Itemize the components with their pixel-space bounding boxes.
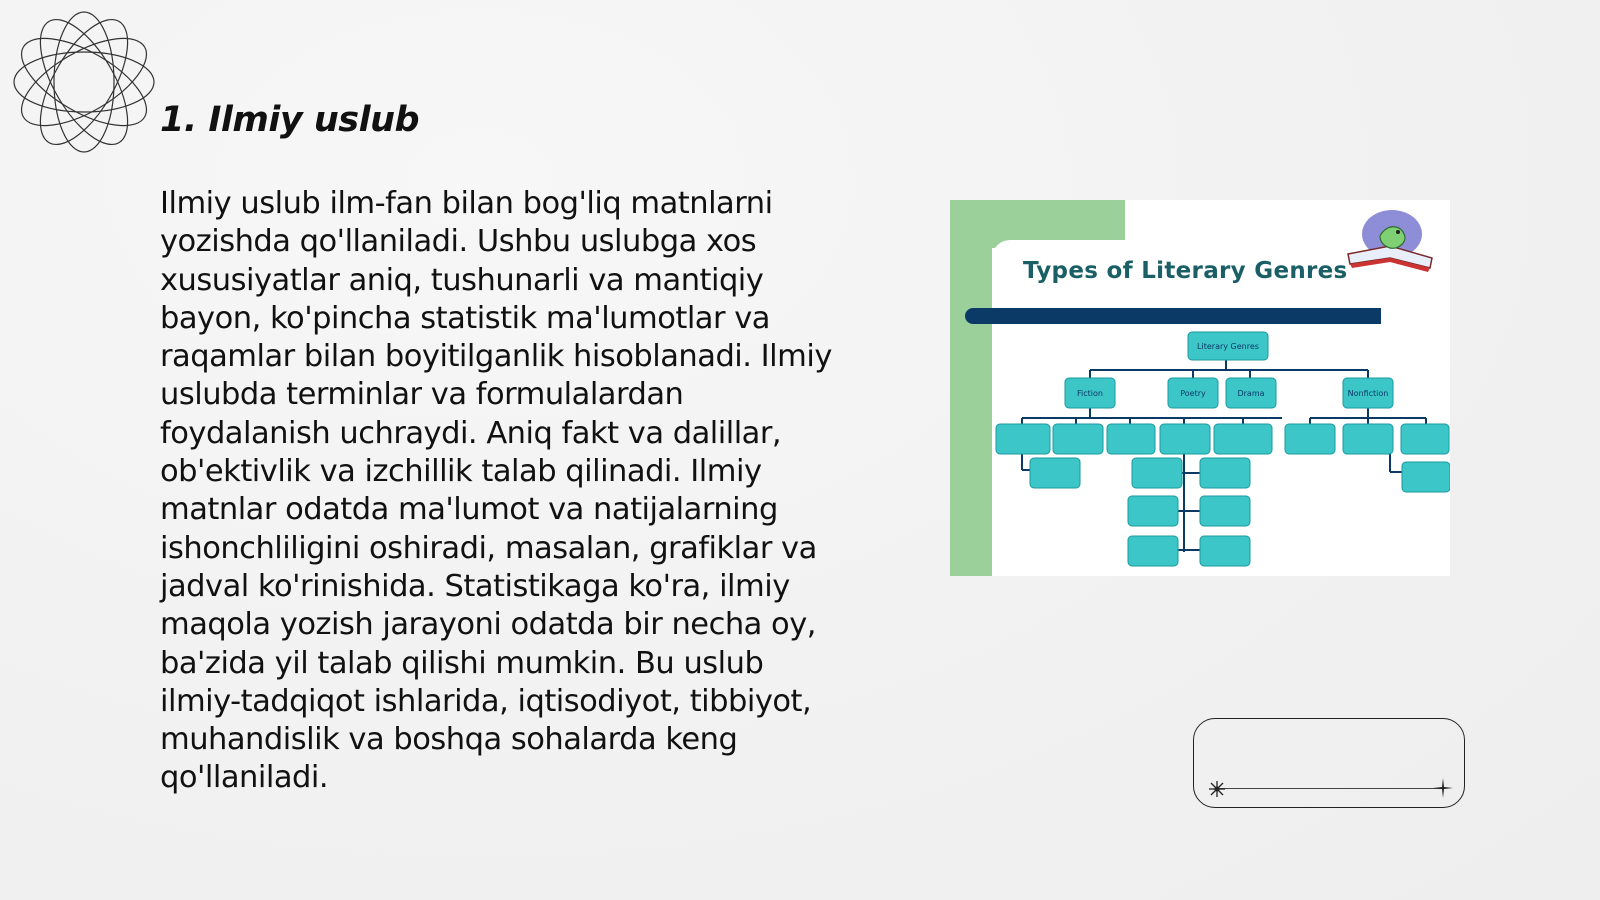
concentric-rings-icon (10, 8, 158, 156)
genres-tree-diagram (950, 200, 1450, 576)
plus-star-icon (1432, 777, 1454, 799)
nonfiction-node-label: Nonfiction (1347, 389, 1389, 398)
slide-title: 1. Ilmiy uslub (160, 100, 420, 140)
literary-genres-image (950, 200, 1450, 576)
drama-node-label: Drama (1237, 389, 1265, 398)
poetry-node-label: Poetry (1180, 389, 1206, 398)
slide-body-text: Ilmiy uslub ilm-fan bilan bog'liq matnlarni yozishda qo'llaniladi. Ushbu uslubga xos xususiyatlar aniq, tushunarli va mantiqiy bayon, ko'pincha statistik ma'lumotlar va raqamlar bilan boyitilganlik hisoblanadi. Ilmiy uslubda terminlar va formulalardan foydalanish uchraydi. Aniq fakt va dalillar, ob'ektivlik va izchillik talab qilinadi. Ilmiy matnlar odatda ma'lumot va natijalarning ishonchliligini oshiradi, masalan, grafiklar va jadval ko'rinishida. Statistikaga ko'ra, ilmiy maqola yozish jarayoni odatda bir necha oy, ba'zida yil talab qilishi mumkin. Bu uslub ilmiy-tadqiqot ishlarida, iqtisodiyot, tibbiyot, muhandislik va boshqa sohalarda keng qo'llaniladi. (160, 186, 832, 796)
empty-text-box[interactable] (1193, 718, 1465, 808)
text-box-rule (1215, 788, 1443, 789)
fiction-node-label: Fiction (1077, 389, 1103, 398)
genres-heading: Types of Literary Genres (1023, 258, 1348, 284)
root-node-label: Literary Genres (1197, 342, 1259, 351)
sparkle-icon (1208, 780, 1226, 798)
